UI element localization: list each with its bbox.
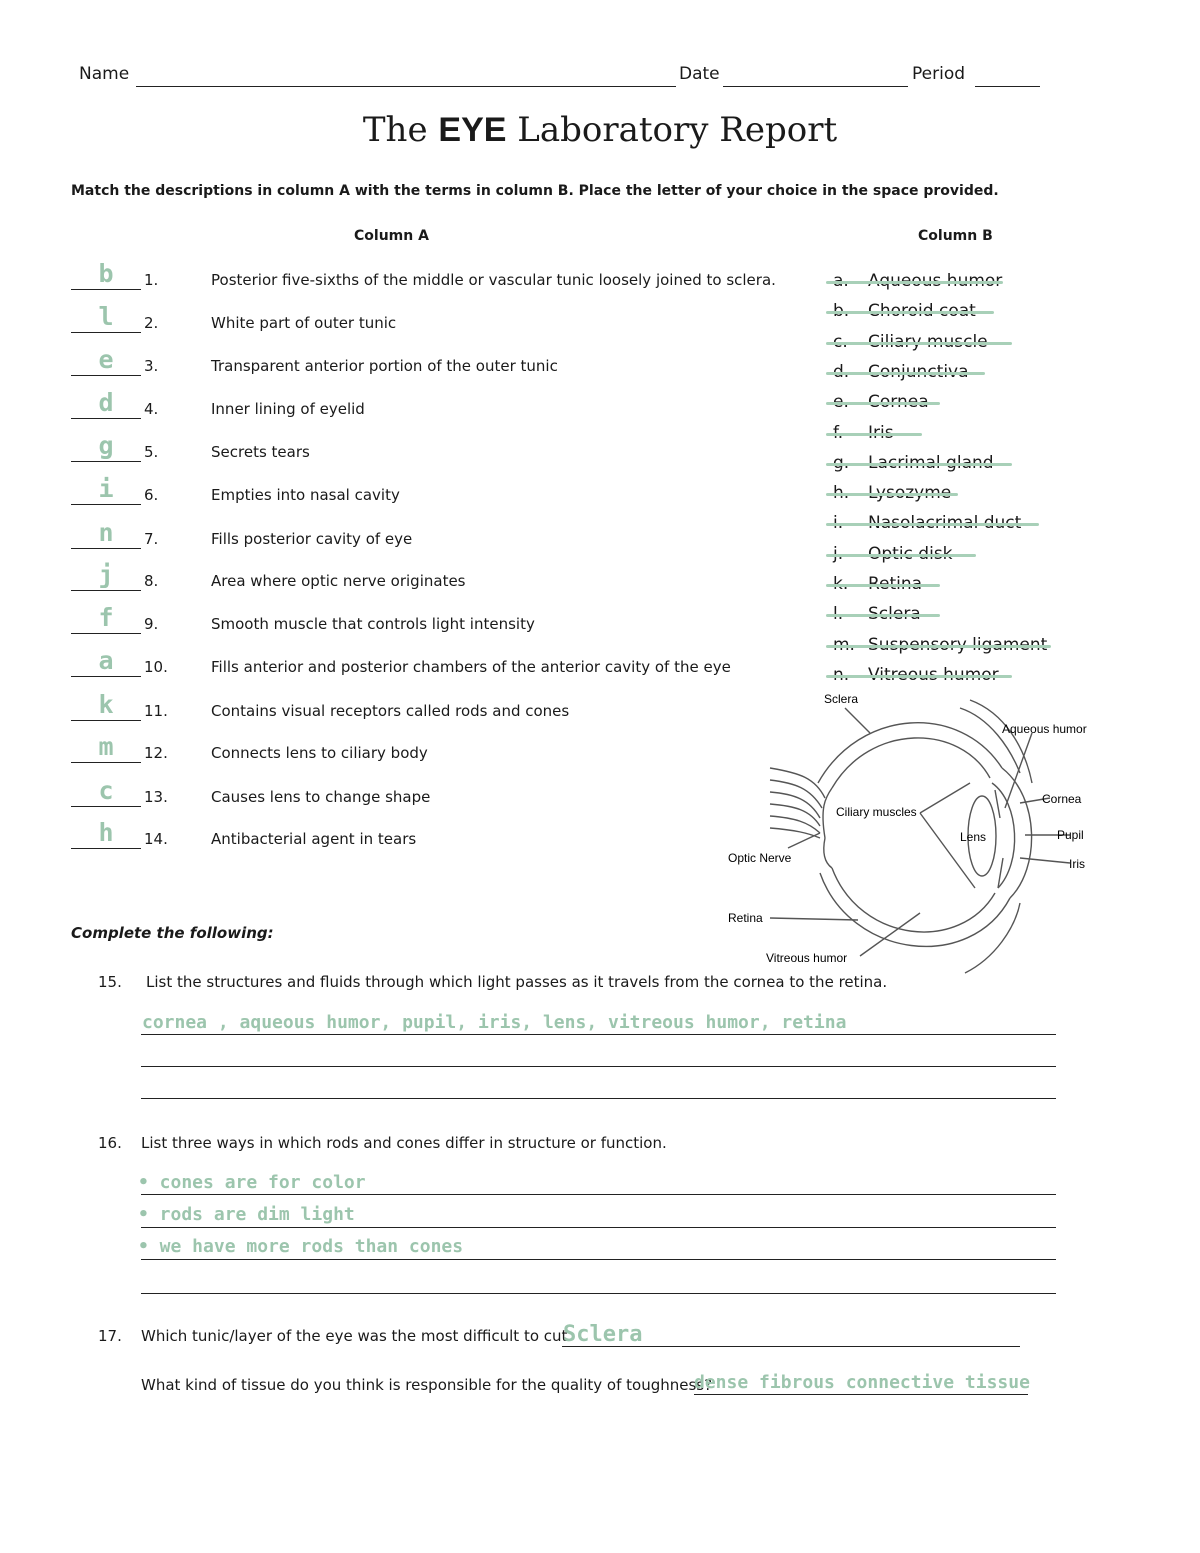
- question-number: 3.: [144, 357, 159, 375]
- question-description: Antibacterial agent in tears: [211, 830, 417, 848]
- question-description: Connects lens to ciliary body: [211, 744, 428, 762]
- title-suffix: Laboratory Report: [506, 110, 838, 150]
- q15-answer: cornea , aqueous humor, pupil, iris, lens, vitreous humor, retina: [142, 1012, 847, 1033]
- label-cornea: Cornea: [1042, 792, 1082, 806]
- label-sclera: Sclera: [824, 692, 859, 706]
- answer-blank[interactable]: [71, 474, 141, 505]
- complete-heading: Complete the following:: [71, 924, 274, 942]
- answer-blank[interactable]: [71, 388, 141, 419]
- column-b-header: Column B: [918, 228, 993, 244]
- question-number: 5.: [144, 443, 159, 461]
- question-number: 12.: [144, 744, 168, 762]
- answer-letter: g: [98, 431, 114, 460]
- title-emphasis: EYE: [438, 111, 507, 149]
- term-strikethrough: [826, 372, 985, 375]
- answer-letter: h: [98, 818, 114, 847]
- label-lens: Lens: [960, 830, 987, 844]
- answer-letter: c: [98, 776, 114, 805]
- eye-diagram: [720, 688, 1100, 978]
- question-number: 10.: [144, 658, 168, 676]
- question-description: Transparent anterior portion of the outer tunic: [211, 357, 558, 375]
- title-prefix: The: [362, 110, 439, 150]
- answer-letter: k: [98, 690, 114, 719]
- question-description: Fills anterior and posterior chambers of the anterior cavity of the eye: [211, 658, 731, 676]
- q15-line-2[interactable]: [141, 1046, 1056, 1067]
- term-strikethrough: [826, 342, 1012, 345]
- answer-blank[interactable]: [71, 431, 141, 462]
- answer-letter: d: [98, 388, 114, 417]
- question-number: 7.: [144, 530, 159, 548]
- question-description: Smooth muscle that controls light intensity: [211, 615, 535, 633]
- period-label: Period: [912, 64, 966, 84]
- q17-number: 17.: [98, 1327, 122, 1345]
- label-iris: Iris: [1069, 857, 1085, 871]
- q17-text-2: What kind of tissue do you think is responsible for the quality of toughness?: [141, 1376, 713, 1394]
- q16-number: 16.: [98, 1134, 122, 1152]
- answer-blank[interactable]: [71, 646, 141, 677]
- answer-blank[interactable]: [71, 560, 141, 591]
- question-description: Fills posterior cavity of eye: [211, 530, 413, 548]
- answer-letter: l: [98, 302, 114, 331]
- answer-letter: b: [98, 259, 114, 288]
- question-description: Posterior five-sixths of the middle or vascular tunic loosely joined to sclera.: [211, 271, 776, 289]
- answer-blank[interactable]: [71, 690, 141, 721]
- question-number: 6.: [144, 486, 159, 504]
- label-retina: Retina: [728, 911, 763, 925]
- term-strikethrough: [826, 675, 1012, 678]
- question-description: Secrets tears: [211, 443, 310, 461]
- answer-blank[interactable]: [71, 302, 141, 333]
- q15-number: 15.: [98, 973, 122, 991]
- period-field[interactable]: [975, 64, 1040, 87]
- q15-text: List the structures and fluids through which light passes as it travels from the cornea to the retina.: [146, 973, 888, 991]
- label-pupil: Pupil: [1057, 828, 1084, 842]
- q16-answer-1: • cones are for color: [138, 1172, 366, 1193]
- answer-letter: f: [98, 603, 114, 632]
- answer-blank[interactable]: [71, 732, 141, 763]
- name-field[interactable]: [136, 64, 676, 87]
- question-number: 8.: [144, 572, 159, 590]
- question-description: Inner lining of eyelid: [211, 400, 365, 418]
- q16-line-4[interactable]: [141, 1271, 1056, 1294]
- term-strikethrough: [826, 614, 940, 617]
- term-strikethrough: [826, 554, 976, 557]
- question-number: 1.: [144, 271, 159, 289]
- q17-answer: Sclera: [563, 1322, 643, 1347]
- question-number: 13.: [144, 788, 168, 806]
- date-field[interactable]: [723, 64, 908, 87]
- question-number: 14.: [144, 830, 168, 848]
- q16-answer-3: • we have more rods than cones: [138, 1236, 464, 1257]
- q17-answer-2: dense fibrous connective tissue: [694, 1372, 1030, 1393]
- question-number: 11.: [144, 702, 168, 720]
- question-description: Area where optic nerve originates: [211, 572, 466, 590]
- answer-letter: e: [98, 345, 114, 374]
- label-ciliary-muscles: Ciliary muscles: [836, 805, 917, 819]
- column-a-header: Column A: [354, 228, 429, 244]
- answer-letter: n: [98, 518, 114, 547]
- q16-text: List three ways in which rods and cones differ in structure or function.: [141, 1134, 667, 1152]
- question-description: White part of outer tunic: [211, 314, 397, 332]
- answer-blank[interactable]: [71, 259, 141, 290]
- page-title: [0, 110, 1200, 150]
- answer-letter: m: [98, 732, 114, 761]
- answer-letter: i: [98, 474, 114, 503]
- q16-answer-2: • rods are dim light: [138, 1204, 355, 1225]
- answer-blank[interactable]: [71, 603, 141, 634]
- answer-blank[interactable]: [71, 345, 141, 376]
- name-label: Name: [79, 64, 130, 84]
- term-strikethrough: [826, 645, 1051, 648]
- term-strikethrough: [826, 523, 1039, 526]
- term-strikethrough: [826, 433, 922, 436]
- question-description: Causes lens to change shape: [211, 788, 431, 806]
- q17-text: Which tunic/layer of the eye was the most difficult to cut.: [141, 1327, 573, 1345]
- date-label: Date: [679, 64, 720, 84]
- label-vitreous-humor: Vitreous humor: [766, 951, 848, 965]
- term-strikethrough: [826, 402, 940, 405]
- label-aqueous-humor: Aqueous humor: [1002, 722, 1087, 736]
- answer-blank[interactable]: [71, 818, 141, 849]
- answer-blank[interactable]: [71, 518, 141, 549]
- answer-letter: a: [98, 646, 114, 675]
- term-strikethrough: [826, 311, 994, 314]
- question-number: 2.: [144, 314, 159, 332]
- question-description: Contains visual receptors called rods and cones: [211, 702, 570, 720]
- answer-blank[interactable]: [71, 776, 141, 807]
- q15-line-3[interactable]: [141, 1078, 1056, 1099]
- instructions: Match the descriptions in column A with the terms in column B. Place the letter of your choice in the space provided.: [71, 183, 999, 199]
- term-strikethrough: [826, 463, 1012, 466]
- question-number: 9.: [144, 615, 159, 633]
- question-description: Empties into nasal cavity: [211, 486, 400, 504]
- term-strikethrough: [826, 281, 1003, 284]
- term-strikethrough: [826, 584, 940, 587]
- answer-letter: j: [98, 560, 114, 589]
- term-strikethrough: [826, 493, 958, 496]
- label-optic-nerve: Optic Nerve: [728, 851, 792, 865]
- question-number: 4.: [144, 400, 159, 418]
